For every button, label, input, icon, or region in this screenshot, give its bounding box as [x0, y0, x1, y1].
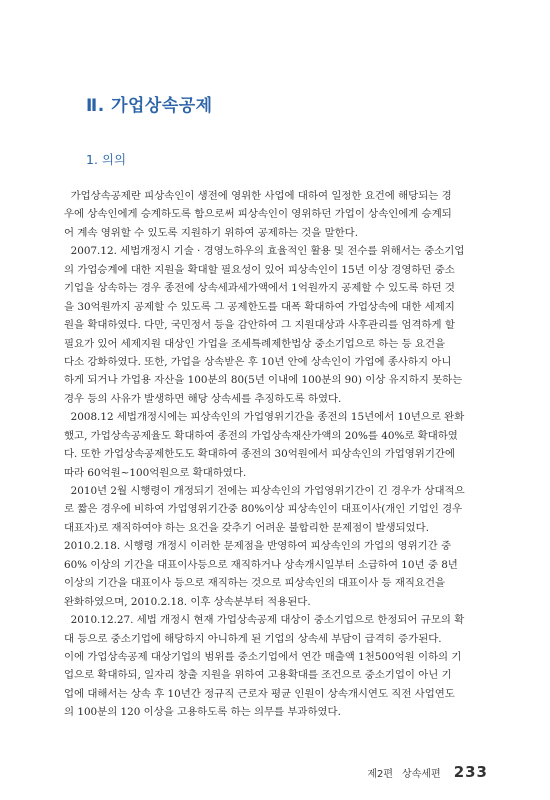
body-line: 의 100분의 120 이상을 고용하도록 하는 의무를 부과하였다.	[64, 706, 341, 719]
body-line: 이에 가업상속공제 대상기업의 범위를 중소기업에서 연간 매출액 1천500억원 이하의 기	[64, 650, 462, 663]
body-line: 이상의 기간을 대표이사 등으로 재직하는 것으로 피상속인의 대표이사 등 재직요건을	[64, 577, 446, 590]
body-line: 어 계속 영위할 수 있도록 지원하기 위하여 공제하는 것을 말한다.	[64, 226, 358, 239]
body-line: 대 등으로 중소기업에 해당하지 아니하게 된 기업의 상속세 부담이 급격히 증가된다.	[64, 632, 442, 645]
body-line: 대표자)로 재직하여야 하는 요건을 갖추기 어려운 불합리한 문제점이 발생되었다.	[64, 521, 430, 534]
body-text	[64, 187, 484, 722]
chapter-title: Ⅱ. 가업상속공제	[86, 96, 213, 116]
body-line: 2010.2.18. 시행령 개정시 이러한 문제점을 반영하여 피상속인의 가업의 영위기간 중	[64, 540, 452, 553]
body-line: 따라 60억원~100억원으로 확대하였다.	[64, 466, 247, 479]
body-line: 필요가 있어 세제지원 대상인 가업을 조세특례제한법상 중소기업으로 하는 등 요건을	[64, 337, 446, 350]
body-line: 로 짧은 경우에 비하여 가업영위기간중 80%이상 피상속인이 대표이사(개인 기업인 경우	[64, 503, 463, 516]
body-line: 2010년 2월 시행령이 개정되기 전에는 피상속인의 가업영위기간이 긴 경우가 상대적으	[64, 485, 465, 497]
page-number: 233	[453, 763, 488, 781]
body-line: 기업을 상속하는 경우 종전에 상속세과세가액에서 1억원까지 공제할 수 있도록 하던 것	[64, 282, 455, 295]
body-line: 2010.12.27. 세법 개정시 현재 가업상속공제 대상이 중소기업으로 한정되어 규모의 확	[64, 614, 465, 627]
body-line: 을 30억원까지 공제할 수 있도록 그 공제한도를 대폭 확대하여 가업상속에 대한 세제지	[64, 300, 455, 313]
footer-volume-label: 상속세편	[402, 769, 441, 780]
body-line: 2007.12. 세법개정시 기술 · 경영노하우의 효율적인 활용 및 전수를 위해서는 중소기업	[64, 245, 465, 258]
body-line: 원을 확대하였다. 다만, 국민정서 등을 감안하여 그 지원대상과 사후관리를 엄격하게 할	[64, 319, 455, 332]
body-line: 우에 상속인에게 승계하도록 함으로써 피상속인이 영위하던 가업이 상속인에게 승계되	[64, 208, 452, 221]
body-line: 2008.12 세법개정시에는 피상속인의 가업영위기간을 종전의 15년에서 10년으로 완화	[64, 411, 465, 424]
page-footer	[367, 763, 488, 781]
footer-part-label: 제2편	[367, 769, 394, 780]
body-line: 가업상속공제란 피상속인이 생전에 영위한 사업에 대하여 일정한 요건에 해당되는 경	[64, 190, 452, 202]
body-line: 의 가업승계에 대한 지원을 확대할 필요성이 있어 피상속인이 15년 이상 경영하던 중소	[64, 263, 455, 276]
body-line: 다소 강화하였다. 또한, 가업을 상속받은 후 10년 안에 상속인이 가업에 종사하지 아니	[64, 355, 452, 368]
body-line: 하게 되거나 가업용 자산을 100분의 80(5년 이내에 100분의 90) 이상 유지하지 못하는	[64, 374, 463, 387]
body-line: 했고, 가업상속공제율도 확대하여 종전의 가업상속재산가액의 20%를 40%로 확대하였	[64, 429, 458, 442]
body-line: 경우 등의 사유가 발생하면 해당 상속세를 추징하도록 하였다.	[64, 392, 342, 405]
body-line: 60% 이상의 기간을 대표이사등으로 재직하거나 상속개시일부터 소급하여 10년 중 8년	[64, 558, 458, 571]
body-line: 다. 또한 가업상속공제한도도 확대하여 종전의 30억원에서 피상속인의 가업영위기간에	[64, 448, 455, 461]
body-line: 완화하였으며, 2010.2.18. 이후 상속분부터 적용된다.	[64, 595, 311, 608]
section-title: 1. 의의	[86, 152, 127, 167]
body-line: 업으로 확대하되, 일자리 창출 지원을 위하여 고용확대를 조건으로 중소기업이 아닌 기	[64, 669, 452, 682]
body-line: 업에 대해서는 상속 후 10년간 정규직 근로자 평균 인원이 상속개시연도 직전 사업연도	[64, 687, 455, 700]
